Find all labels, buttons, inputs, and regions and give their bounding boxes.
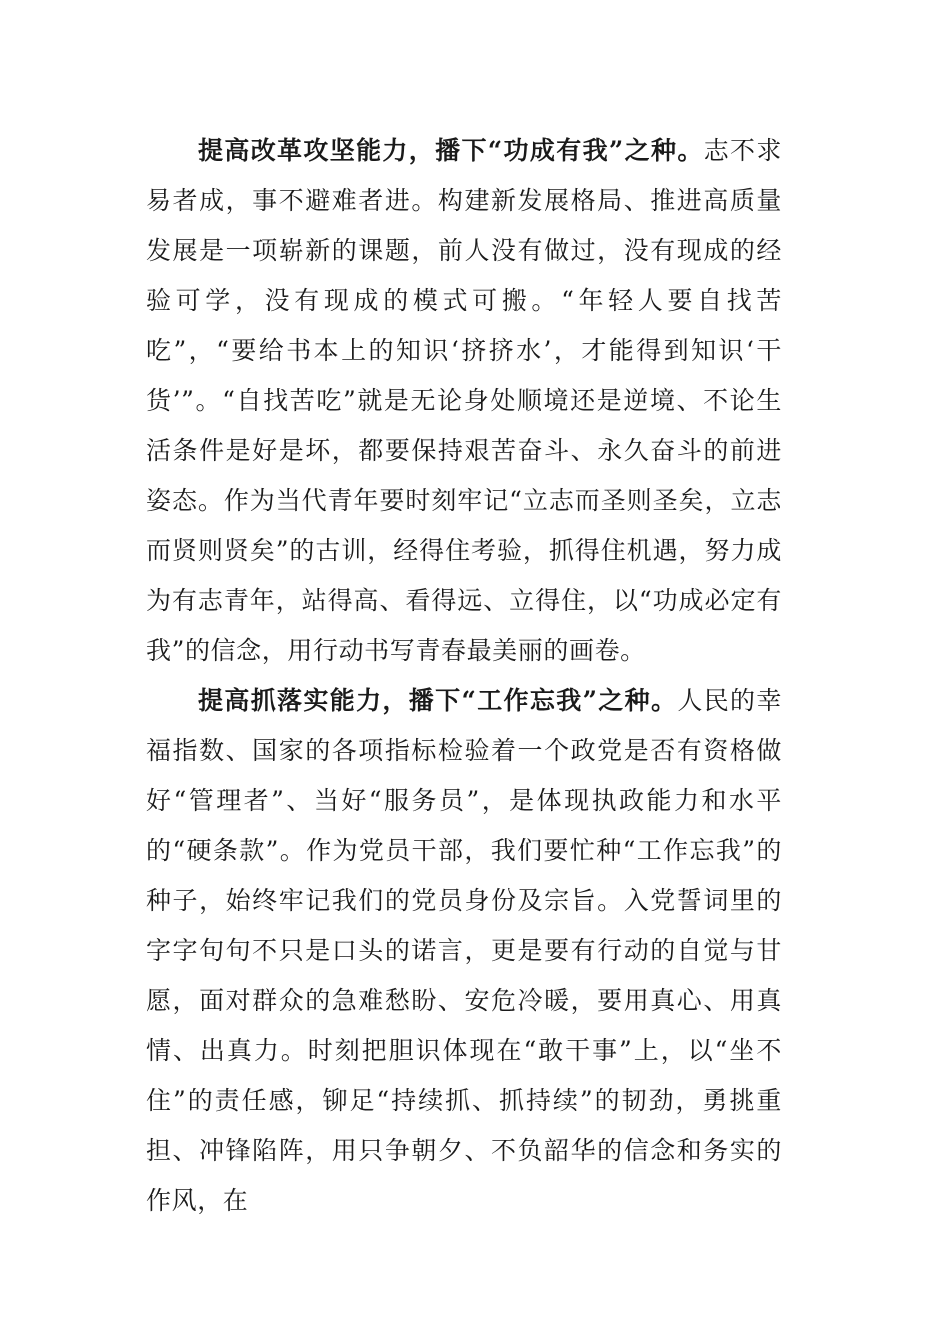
paragraph-reform-capability — [146, 126, 782, 676]
paragraph-implementation-capability — [146, 676, 782, 1226]
paragraph-lead-heading: 提高改革攻坚能力，播下“功成有我”之种。 — [198, 136, 704, 165]
paragraph-body-text: 志不求易者成，事不避难者进。构建新发展格局、推进高质量发展是一项崭新的课题，前人没有做过，没有现成的经验可学，没有现成的模式可搬。“年轻人要自找苦吃”，“要给书本上的知识‘挤挤水’，才能得到知识‘干货’”。“自找苦吃”就是无论身处顺境还是逆境、不论生活条件是好是坏，都要保持艰苦奋斗、永久奋斗的前进姿态。作为当代青年要时刻牢记“立志而圣则圣矣，立志而贤则贤矣”的古训，经得住考验，抓得住机遇，努力成为有志青年，站得高、看得远、立得住，以“功成必定有我”的信念，用行动书写青春最美丽的画卷。 — [146, 136, 782, 665]
paragraph-body-text: 人民的幸福指数、国家的各项指标检验着一个政党是否有资格做好“管理者”、当好“服务员”，是体现执政能力和水平的“硬条款”。作为党员干部，我们要忙种“工作忘我”的种子，始终牢记我们的党员身份及宗旨。入党誓词里的字字句句不只是口头的诺言，更是要有行动的自觉与甘愿，面对群众的急难愁盼、安危冷暖，要用真心、用真情、出真力。时刻把胆识体现在“敢干事”上，以“坐不住”的责任感，铆足“持续抓、抓持续”的韧劲，勇挑重担、冲锋陷阵，用只争朝夕、不负韶华的信念和务实的作风，在 — [146, 686, 782, 1215]
document-body — [146, 126, 782, 1226]
paragraph-lead-heading: 提高抓落实能力，播下“工作忘我”之种。 — [198, 686, 678, 715]
